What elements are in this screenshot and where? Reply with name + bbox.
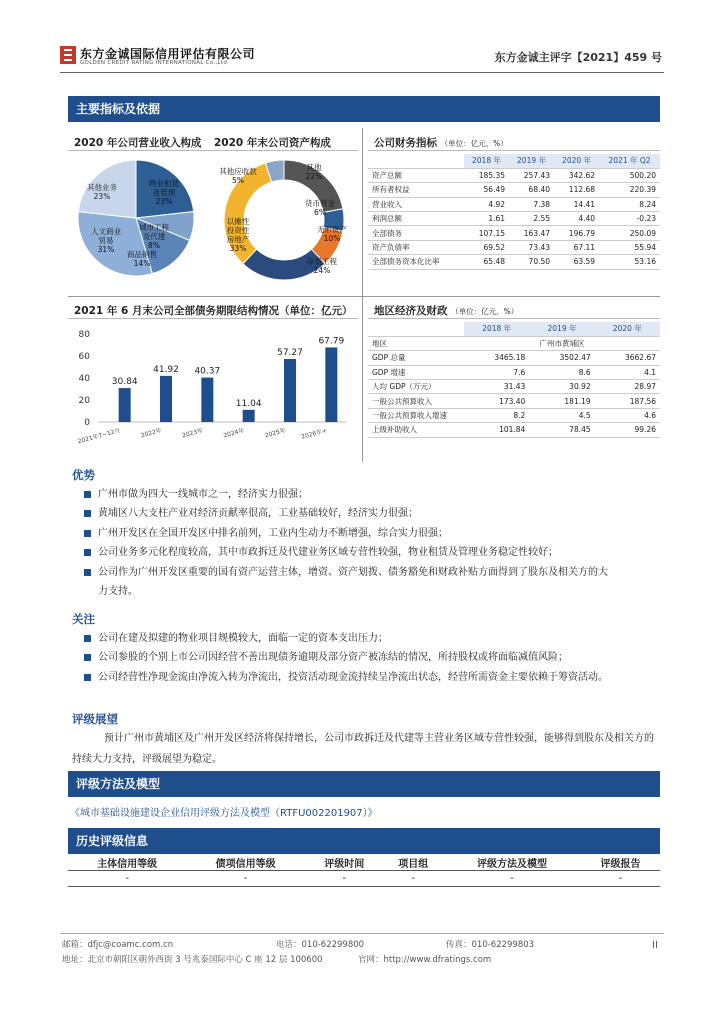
table-cell: 7.6 xyxy=(464,365,529,379)
donut-label-line: 投资性 xyxy=(226,226,250,235)
footer-divider xyxy=(60,933,664,934)
row-label: 人均 GDP（万元） xyxy=(368,380,464,394)
x-tick-label: 2026年+ xyxy=(300,427,328,441)
table-row xyxy=(368,423,660,437)
y-tick-label: 40 xyxy=(78,374,90,384)
panel-underline-3 xyxy=(68,318,358,319)
hist-col-header: 项目组 xyxy=(384,855,443,871)
table-row xyxy=(368,226,660,240)
table-cell: 55.94 xyxy=(599,240,660,254)
table-cell: 112.68 xyxy=(554,183,599,197)
table-cell: 68.40 xyxy=(509,183,554,197)
outlook-title: 评级展望 xyxy=(72,712,118,726)
panel-underline-1 xyxy=(68,150,358,151)
pie-label-line: 14% xyxy=(133,259,151,268)
revenue-pie-chart xyxy=(68,152,208,286)
donut-label-line: 其他 xyxy=(306,163,322,172)
advantages-item: 力支持。 xyxy=(98,586,138,597)
footer-phone: 电话：010-62299800 xyxy=(276,940,365,950)
donut-label-line: 无形资产 xyxy=(317,225,347,234)
donut-label xyxy=(306,162,323,181)
table-row xyxy=(368,212,660,226)
section-bar-main: 主要指标及依据 xyxy=(68,96,660,122)
row-label: 一般公共预算收入 xyxy=(368,394,464,408)
table-cell: 3502.47 xyxy=(529,351,594,365)
bar-value-label: 40.37 xyxy=(194,366,221,377)
header-divider xyxy=(60,72,664,73)
pie-label-line: 城市工程 xyxy=(139,223,169,232)
advantages-item: 广州开发区在全国开发区中排名前列，工业内生动力不断增强，综合实力很强； xyxy=(82,524,662,543)
table-cell: 257.43 xyxy=(509,168,554,182)
panel-divider-v1 xyxy=(362,128,363,296)
table-cell: - xyxy=(186,871,304,887)
pie-label-line: 物业租赁 xyxy=(149,179,179,188)
x-tick-label: 2025年 xyxy=(264,427,287,440)
x-tick-label: 2021年7~12月 xyxy=(77,427,122,446)
table-cell: 4.92 xyxy=(464,197,509,211)
bar xyxy=(160,376,172,422)
pie-label-line: 商品销售 xyxy=(127,250,157,259)
donut-label-line: 房地产 xyxy=(226,235,250,244)
table-cell: 163.47 xyxy=(509,226,554,240)
row-label: 所有者权益 xyxy=(368,183,464,197)
pie-label-line: 贸易 xyxy=(98,236,114,245)
table-cell: 30.92 xyxy=(529,380,594,394)
table-cell: 56.49 xyxy=(464,183,509,197)
donut-label-line: 22% xyxy=(305,172,323,181)
table-row xyxy=(368,380,660,394)
pie-label-line: 人文商业 xyxy=(91,227,121,236)
fin-table-unit: （单位：亿元、%） xyxy=(440,139,508,148)
table-cell: 342.62 xyxy=(554,168,599,182)
table-cell: 67.11 xyxy=(554,240,599,254)
panel-divider-h xyxy=(68,296,660,297)
table-row xyxy=(368,408,660,422)
outlook-text: 预计广州市黄埔区及广州开发区经济将保持增长，公司市政拆迁及代建等主营业务区域专营性较强，能够得到股东及相关方的持续大力支持，评级展望为稳定。 xyxy=(72,733,654,765)
x-tick-label: 2022年 xyxy=(140,427,163,440)
donut-label-line: 以摊性 xyxy=(226,217,250,226)
table-cell: 185.35 xyxy=(464,168,509,182)
concerns-item: 公司在建及拟建的物业项目规模较大，面临一定的资本支出压力； xyxy=(82,629,662,648)
table-cell: 73.43 xyxy=(509,240,554,254)
document-number: 东方金诚主评字【2021】459 号 xyxy=(494,51,662,64)
table-cell: 107.15 xyxy=(464,226,509,240)
table-row xyxy=(368,168,660,182)
table-cell: 63.59 xyxy=(554,255,599,269)
row-label: 全部债务 xyxy=(368,226,464,240)
table-cell: 70.50 xyxy=(509,255,554,269)
row-label: 利润总额 xyxy=(368,212,464,226)
table-cell: 4.6 xyxy=(595,408,660,422)
region-table-unit: （单位：亿元、%） xyxy=(451,307,519,316)
table-cell: 99.26 xyxy=(595,423,660,437)
concerns-title: 关注 xyxy=(72,612,95,626)
bar-value-label: 57.27 xyxy=(277,348,303,359)
debt-bar-chart xyxy=(68,322,358,456)
company-logo-icon xyxy=(60,46,76,64)
bar xyxy=(119,388,131,422)
table-cell: -0.23 xyxy=(599,212,660,226)
table-cell: - xyxy=(581,871,660,887)
advantages-item: 广州市做为四大一线城市之一，经济实力很强； xyxy=(82,485,662,504)
region-col-header: 2018 年 xyxy=(464,322,529,336)
bar-value-label: 41.92 xyxy=(153,364,179,375)
table-cell: 7.38 xyxy=(509,197,554,211)
donut-label-line: 其他应收款 xyxy=(219,167,257,176)
donut-label-line: 6% xyxy=(314,208,326,217)
donut-label xyxy=(227,216,250,253)
table-row xyxy=(68,871,660,887)
table-cell: 8.6 xyxy=(529,365,594,379)
rating-history-table xyxy=(68,855,660,887)
table-cell: 2.55 xyxy=(509,212,554,226)
table-cell: 31.43 xyxy=(464,380,529,394)
pie-label-line: 8% xyxy=(148,241,160,250)
advantages-item: 公司作为广州开发区重要的国有资产运营主体，增资、资产划拨、债务豁免和财政补贴方面得到了股东及相关方的大 xyxy=(82,563,662,582)
row-label: 全部债务资本化比率 xyxy=(368,255,464,269)
table-cell: 181.19 xyxy=(529,394,594,408)
concerns-item: 公司经营性净现金流由净流入转为净流出，投资活动现金流持续呈净流出状态，经营所需资金主要依赖于筹资活动。 xyxy=(82,668,662,687)
pie-label-line: 及管理 xyxy=(152,188,176,197)
table-row xyxy=(368,365,660,379)
hist-col-header: 主体信用等级 xyxy=(68,855,186,871)
advantages-item: 黄埔区八大支柱产业对经济贡献率很高，工业基础较好，经济实力很强； xyxy=(82,504,662,523)
region-value: 广州市黄埔区 xyxy=(464,336,660,350)
table-cell: - xyxy=(384,871,443,887)
table-cell: 69.52 xyxy=(464,240,509,254)
table-row xyxy=(368,394,660,408)
table-cell: 78.45 xyxy=(529,423,594,437)
pie-label-line: 23% xyxy=(155,197,173,206)
table-cell: - xyxy=(305,871,384,887)
bar xyxy=(325,347,337,422)
footer-address: 地址：北京市朝阳区朝外西街 3 号兆泰国际中心 C 座 12 层 100600 xyxy=(62,955,323,965)
region-economy-table xyxy=(368,322,660,438)
table-cell: 4.40 xyxy=(554,212,599,226)
region-table-title: 地区经济及财政 （单位：亿元、%） xyxy=(374,305,519,317)
table-cell: 3662.67 xyxy=(595,351,660,365)
table-cell: 4.5 xyxy=(529,408,594,422)
company-name-cn: 东方金诚国际信用评估有限公司 xyxy=(80,47,256,61)
table-cell: 101.84 xyxy=(464,423,529,437)
fin-table-title: 公司财务指标 （单位：亿元、%） xyxy=(374,137,508,149)
fin-col-header: 2020 年 xyxy=(554,154,599,168)
table-cell: 8.2 xyxy=(464,408,529,422)
page-number: II xyxy=(652,940,658,951)
donut-label-line: 存货工程 xyxy=(307,257,337,266)
panel-underline-4 xyxy=(368,318,660,319)
row-label: GDP 总量 xyxy=(368,351,464,365)
table-cell: 14.41 xyxy=(554,197,599,211)
y-tick-label: 0 xyxy=(84,418,90,428)
table-cell: 196.79 xyxy=(554,226,599,240)
asset-donut-chart xyxy=(210,152,358,286)
table-cell: 3465.18 xyxy=(464,351,529,365)
fin-col-header: 2021 年 Q2 xyxy=(599,154,660,168)
asset-chart-title: 2020 年末公司资产构成 xyxy=(214,137,331,149)
table-row xyxy=(368,351,660,365)
pie-label-line: 及代建 xyxy=(142,232,166,241)
row-label: GDP 增速 xyxy=(368,365,464,379)
table-cell: 28.97 xyxy=(595,380,660,394)
page-header xyxy=(60,44,664,70)
hist-col-header: 评级报告 xyxy=(581,855,660,871)
table-cell: 220.39 xyxy=(599,183,660,197)
hist-col-header: 评级方法及模型 xyxy=(443,855,581,871)
donut-label-line: 33% xyxy=(229,244,247,253)
bar xyxy=(201,378,213,422)
hist-col-header: 债项信用等级 xyxy=(186,855,304,871)
footer-website[interactable]: 官网：http://www.dfratings.com xyxy=(358,955,492,965)
fin-col-header: 2019 年 xyxy=(509,154,554,168)
bar xyxy=(243,410,255,422)
section-bar-method: 评级方法及模型 xyxy=(68,771,660,797)
footer-fax: 传真：010-62299803 xyxy=(446,940,535,950)
bar-value-label: 11.04 xyxy=(235,398,262,409)
table-row xyxy=(368,183,660,197)
financial-indicators-table xyxy=(368,154,660,270)
y-tick-label: 80 xyxy=(78,330,90,340)
panel-divider-v2 xyxy=(362,296,363,462)
table-cell: 65.48 xyxy=(464,255,509,269)
region-col-empty xyxy=(368,322,464,336)
method-link[interactable]: 《城市基础设施建设企业信用评级方法及模型（RTFU002201907）》 xyxy=(70,808,378,819)
table-cell: 4.1 xyxy=(595,365,660,379)
row-label: 资产总额 xyxy=(368,168,464,182)
x-tick-label: 2023年 xyxy=(181,427,204,440)
table-cell: 250.09 xyxy=(599,226,660,240)
bar-value-label: 30.84 xyxy=(111,377,138,388)
table-row xyxy=(368,197,660,211)
donut-label-line: 24% xyxy=(313,266,331,275)
donut-label-line: 货币资金 xyxy=(305,199,335,208)
bar-value-label: 67.79 xyxy=(318,336,345,347)
fin-col-empty xyxy=(368,154,464,168)
advantages-title: 优势 xyxy=(72,468,95,482)
table-row xyxy=(368,240,660,254)
footer-email: 邮箱：dfjc@coamc.com.cn xyxy=(62,940,174,950)
section-bar-history: 历史评级信息 xyxy=(68,828,660,854)
table-cell: - xyxy=(68,871,186,887)
fin-col-header: 2018 年 xyxy=(464,154,509,168)
donut-label-line: 10% xyxy=(323,234,341,243)
table-cell: 187.56 xyxy=(595,394,660,408)
table-row xyxy=(368,255,660,269)
row-label: 一般公共预算收入增速 xyxy=(368,408,464,422)
region-label: 地区 xyxy=(368,336,464,350)
panel-underline-2 xyxy=(368,150,660,151)
region-col-header: 2020 年 xyxy=(595,322,660,336)
y-tick-label: 60 xyxy=(78,352,90,362)
table-cell: 500.20 xyxy=(599,168,660,182)
pie-label-line: 31% xyxy=(97,245,115,254)
table-cell: 53.16 xyxy=(599,255,660,269)
pie-label-line: 23% xyxy=(93,192,111,201)
row-label: 营业收入 xyxy=(368,197,464,211)
table-cell: 8.24 xyxy=(599,197,660,211)
hist-col-header: 评级时间 xyxy=(305,855,384,871)
revenue-chart-title: 2020 年公司营业收入构成 xyxy=(74,137,202,149)
table-cell: 173.40 xyxy=(464,394,529,408)
debt-chart-unit: （单位：亿元） xyxy=(279,305,353,317)
bar xyxy=(284,359,296,422)
x-tick-label: 2024年 xyxy=(222,427,246,440)
pie-label-line: 其他业务 xyxy=(87,183,117,192)
debt-chart-title: 2021 年 6 月末公司全部债务期限结构情况（单位：亿元） xyxy=(74,305,353,317)
concerns-item: 公司参股的个别上市公司因经营不善出现债务逾期及部分资产被冻结的情况，所持股权或将面临减值风险； xyxy=(82,648,662,667)
company-name-en: GOLDEN CREDIT RATING INTERNATIONAL Co.,Ltd xyxy=(80,60,228,66)
advantages-item: 公司业务多元化程度较高，其中市政拆迁及代建业务区域专营性较强，物业租赁及管理业务稳定性较好； xyxy=(82,543,662,562)
y-tick-label: 20 xyxy=(78,396,90,406)
region-col-header: 2019 年 xyxy=(529,322,594,336)
table-row xyxy=(368,336,660,350)
row-label: 上级补助收入 xyxy=(368,423,464,437)
table-cell: 1.61 xyxy=(464,212,509,226)
row-label: 资产负债率 xyxy=(368,240,464,254)
table-cell: - xyxy=(443,871,581,887)
donut-label-line: 5% xyxy=(232,176,244,185)
